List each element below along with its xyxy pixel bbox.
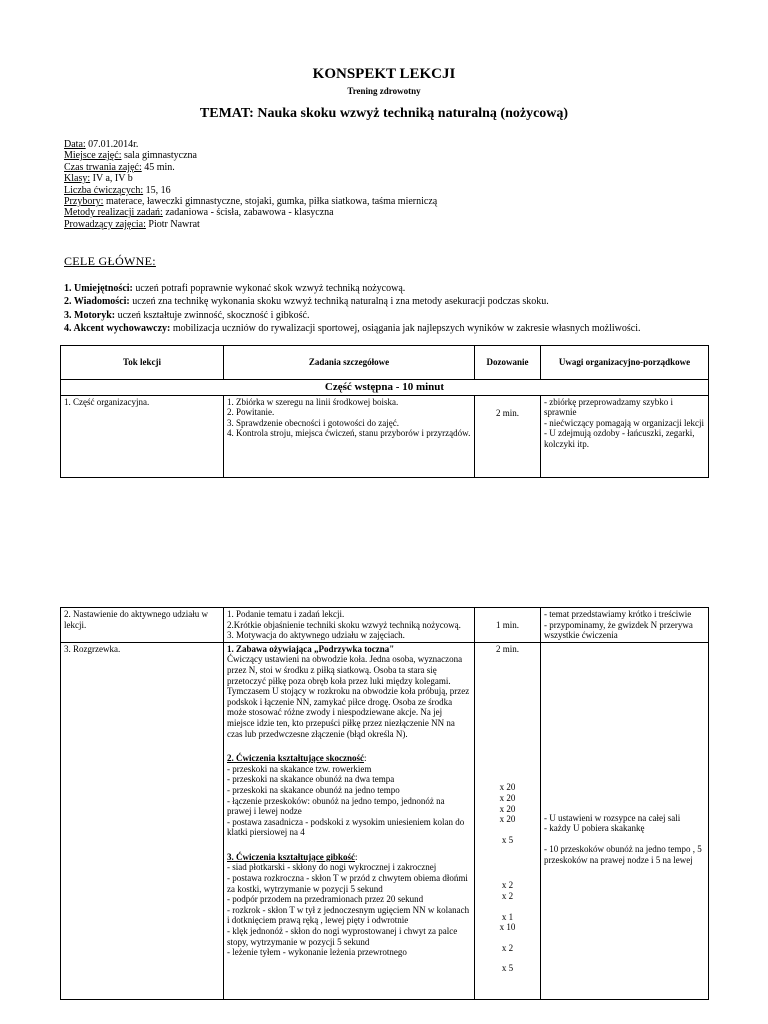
document-title: KONSPEKT LEKCJI (312, 66, 456, 82)
goals-list (64, 282, 641, 336)
info-row: Klasy: IV a, IV b (64, 173, 133, 185)
document-subtitle: Trening zdrowotny (347, 86, 421, 96)
info-row: Czas trwania zajęć: 45 min. (64, 161, 175, 173)
lesson-table-part2 (60, 607, 709, 1000)
goal-item: 2. Wiadomości: uczeń zna technikę wykonania skoku wzwyż techniką naturalną i zna metody asekuracji podczas skoku. (64, 296, 549, 308)
info-row: Metody realizacji zadań: zadaniowa - ścisła, zabawowa - klasyczna (64, 207, 334, 219)
table-row: 3. Rozgrzewka. 1. Zabawa ożywiająca „Podrzywka toczna" Ćwiczący ustawieni na obwodzie koła. Jedna osoba, wyznaczona przez N, stoi w środku z piłką siatkową. Osoba ta stara się przetoczyć piłkę poza obręb koła przez luki między kolegami. Tymczasem U stojący w rozkroku na obwodzie koła próbują, przez podskok i łączenie NN, zamykać piłce drogę. Osoba ze środka może stosować różne zwody i niespodziewane akcje. Na jej miejsce idzie ten, kto przepuści piłkę przez niezłączenie NN na czas lub przedwczesne złączenie (błąd określa N). 2. Ćwiczenia kształtujące skoczność: - przeskoki na skakance tzw. rowerkiem - przeskoki na skakance obunóż na dwa tempa - przeskoki na skakance obunóż na jedno tempo - łączenie przeskoków: obunóż na jedno tempo, jednonóż na prawej i lewej nodze - postawa zasadnicza - podskoki z wysokim uniesieniem kolan do klatki piersiowej na 4 3. Ćwiczenia kształtujące gibkość: - siad płotkarski - skłony do nogi wykrocznej i zakrocznej - postawa rozkroczna - skłon T w przód z chwytem obiema dłońmi za kostki, wytrzymanie w pozycji 5 sekund - podpór przodem na przedramionach przez 20 sekund - rozkrok - skłon T w tył z jednoczesnym ugięciem NN w kolanach i dotknięciem prawą ręką , lewej pięty i odwrotnie - klęk jednonóż - skłon do nogi wyprostowanej i chwyt za palce stopy, wytrzymanie w pozycji 5 sekund - leżenie tyłem - wykonanie leżenia przewrotnego 2 min. x 20 x 20 x 20 x 20 x 5 x 2 x 2 x 1 x 10 x 2 x 5 - U ustawieni w rozsypce na całej sali - każdy U pobiera skakankę - 10 przeskoków obunóż na jedno tempo , 5 przeskoków na prawej nodze i 5 na lewej (61, 642, 709, 999)
info-row: Prowadzący zajęcia: Piotr Nawrat (64, 218, 200, 230)
info-row: Przybory: materace, ławeczki gimnastyczne, stojaki, gumka, piłka siatkowa, taśma mierniczą (64, 196, 438, 208)
lesson-topic: TEMAT: Nauka skoku wzwyż techniką naturalną (nożycową) (199, 106, 569, 121)
info-row: Liczba ćwiczących: 15, 16 (64, 184, 171, 196)
goal-item: 4. Akcent wychowawczy: mobilizacja uczniów do rywalizacji sportowej, osiągania jak najlepszych wyników w zakresie własnych możliwości. (64, 323, 641, 335)
goal-item: 3. Motoryk: uczeń kształtuje zwinność, skoczność i gibkość. (64, 309, 310, 321)
header-tok: Tok lekcji (61, 346, 224, 380)
lesson-info (64, 139, 437, 230)
section-heading: Część wstępna - 10 minut (61, 380, 709, 396)
goals-heading: CELE GŁÓWNE: (64, 254, 156, 268)
lesson-table-part1 (60, 345, 709, 478)
table-row: 1. Część organizacyjna. 1. Zbiórka w szeregu na linii środkowej boiska. 2. Powitanie. 3. Sprawdzenie obecności i gotowości do zajęć. 4. Kontrola stroju, miejsca ćwiczeń, stanu przyborów i przyrządów. 2 min. - zbiórkę przeprowadzamy szybko i sprawnie - niećwiczący pomagają w organizacji lekcji - U zdejmują ozdoby - łańcuszki, zegarki, kolczyki itp. (61, 395, 709, 477)
table-row: 2. Nastawienie do aktywnego udziału w lekcji. 1. Podanie tematu i zadań lekcji. 2.Krótkie objaśnienie techniki skoku wzwyż techniką nożycową. 3. Motywacja do aktywnego udziału w zajęciach. 1 min. - temat przedstawiamy krótko i treściwie - przypominamy, że gwizdek N przerywa wszystkie ćwiczenia (61, 608, 709, 643)
header-uwagi: Uwagi organizacyjno-porządkowe (541, 346, 709, 380)
header-dozowanie: Dozowanie (475, 346, 541, 380)
header-zadania: Zadania szczegółowe (224, 346, 475, 380)
info-row: Data: 07.01.2014r. (64, 139, 139, 150)
info-row: Miejsce zajęć: sala gimnastyczna (64, 150, 197, 162)
goal-item: 1. Umiejętności: uczeń potrafi poprawnie wykonać skok wzwyż techniką nożycową. (64, 283, 406, 294)
